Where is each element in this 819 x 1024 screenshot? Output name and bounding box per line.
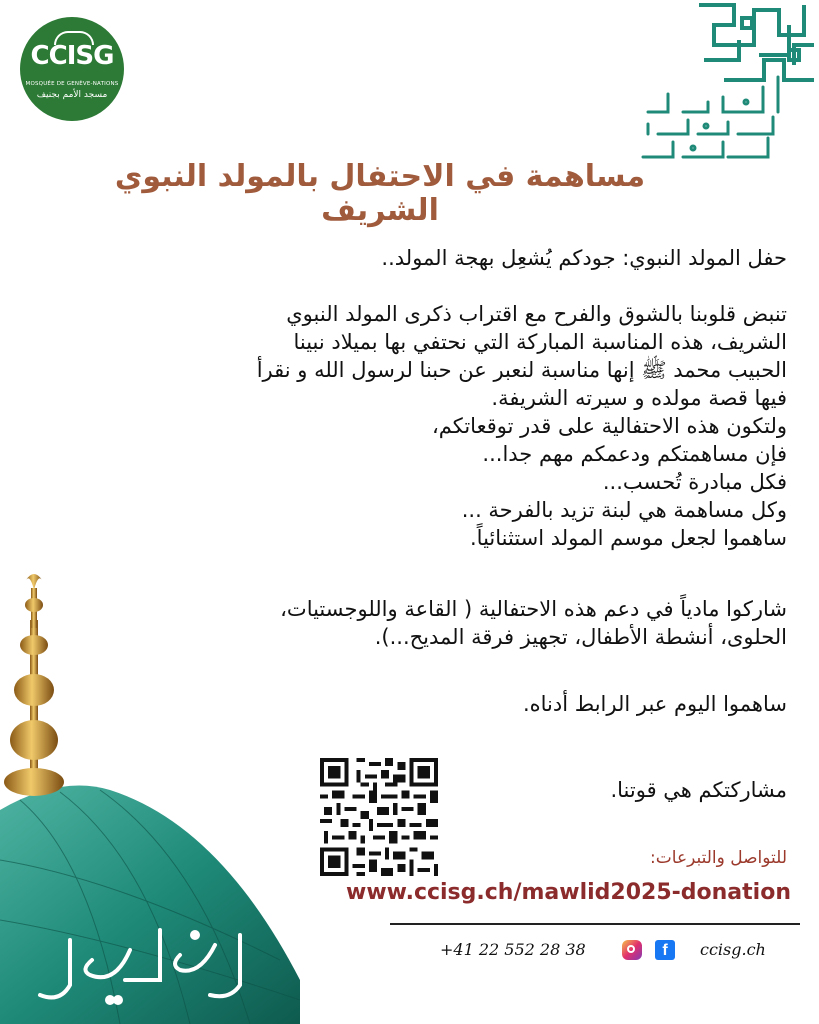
page-title: مساهمة في الاحتفال بالمولد النبوي الشريف <box>114 159 646 228</box>
instagram-icon[interactable] <box>622 940 642 960</box>
body-line: الشريف، هذه المناسبة المباركة التي نحتفي بها بميلاد نبينا <box>293 330 787 354</box>
body-line: فإن مساهمتكم ودعمكم مهم جدا... <box>482 442 787 466</box>
body-line: وكل مساهمة هي لبنة تزيد بالفرحة ... <box>461 498 787 522</box>
ccisg-logo <box>20 17 124 121</box>
logo-name: CCISG <box>30 41 114 71</box>
mawlid-calligraphy <box>628 72 788 162</box>
body-line: ساهموا لجعل موسم المولد استثنائياً. <box>470 526 787 550</box>
strength-text: مشاركتكم هي قوتنا. <box>610 778 787 802</box>
logo-subtitle-fr: MOSQUÉE DE GENÈVE-NATIONS <box>25 81 119 87</box>
body-line: ولتكون هذه الاحتفالية على قدر توقعاتكم، <box>431 414 787 438</box>
body-line: فيها قصة مولده و سيرته الشريفة. <box>491 386 787 410</box>
intro-text: حفل المولد النبوي: جودكم يُشعِل بهجة المولد.. <box>381 246 787 270</box>
phone-number[interactable]: +41 22 552 28 38 <box>440 940 586 959</box>
donation-qr-code[interactable] <box>320 758 438 876</box>
divider <box>390 923 800 925</box>
website-link[interactable]: ccisg.ch <box>700 940 766 959</box>
logo-subtitle-ar: مسجد الأمم بجنيف <box>36 90 108 100</box>
facebook-icon[interactable]: f <box>655 940 675 960</box>
body-paragraph <box>27 300 787 552</box>
body-line: الحبيب محمد ﷺ إنها مناسبة لنعبر عن حبنا لرسول الله و نقرأ <box>256 358 787 382</box>
body-line: تنبض قلوبنا بالشوق والفرح مع اقتراب ذكرى المولد النبوي <box>286 302 787 326</box>
support-line: شاركوا مادياً في دعم هذه الاحتفالية ( القاعة واللوجستيات، <box>280 597 787 621</box>
noor-al-hidaya-calligraphy <box>30 915 260 1015</box>
donation-link[interactable]: www.ccisg.ch/mawlid2025-donation <box>346 880 791 905</box>
support-line: الحلوى، أنشطة الأطفال، تجهيز فرقة المديح...). <box>374 625 787 649</box>
call-to-action: ساهموا اليوم عبر الرابط أدناه. <box>522 692 787 716</box>
contact-label: للتواصل والتبرعات: <box>650 848 787 868</box>
body-line: فكل مبادرة تُحسب... <box>602 470 787 494</box>
